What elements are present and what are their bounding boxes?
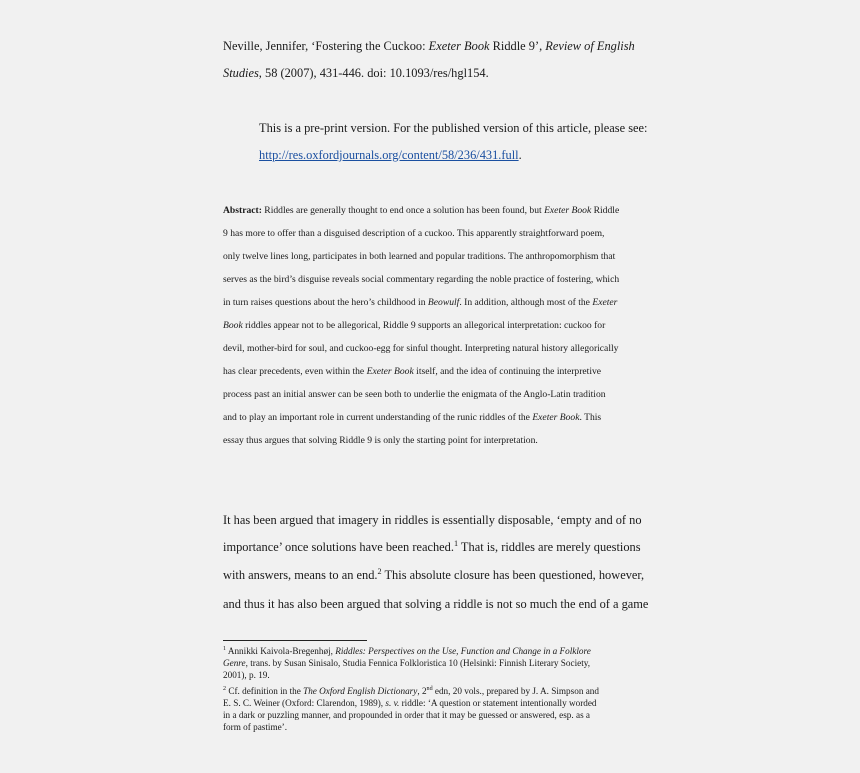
abstract-italic: Exeter Book <box>532 412 580 423</box>
abstract-line-3: only twelve lines long, participates in both learned and popular traditions. The anthropomorphism that <box>223 251 616 262</box>
published-version-link[interactable]: http://res.oxfordjournals.org/content/58/236/431.full <box>259 148 519 162</box>
body-text: importance’ once solutions have been reached. <box>223 540 454 554</box>
footnote-italic: The Oxford English Dictionary <box>303 686 418 696</box>
footnote-ref-1[interactable]: 1 <box>453 538 459 548</box>
body-line-2 <box>223 540 641 555</box>
body-text: That is, riddles are merely questions <box>458 540 641 554</box>
footnote-text: edn, 20 vols., prepared by J. A. Simpson and <box>432 686 599 696</box>
footnote-text: Annikki Kaivola-Bregenhøj, <box>226 646 336 656</box>
footnote-text: , 2 <box>417 686 427 696</box>
citation-text: Riddle 9’, <box>489 39 546 53</box>
footnote-1-line-2 <box>223 658 590 668</box>
abstract-line-2: 9 has more to offer than a disguised description of a cuckoo. This apparently straightforward poem, <box>223 228 605 239</box>
abstract-line-8 <box>223 366 601 377</box>
footnote-italic: Riddles: Perspectives on the Use, Function and Change in a Folklore <box>335 646 591 656</box>
footnote-number: 2 <box>223 685 227 692</box>
footnote-2-line-3: in a dark or puzzling manner, and propounded in order that it may be guessed or answered, esp. as a <box>223 710 591 720</box>
punctuation: . <box>518 148 522 162</box>
citation-italic: Exeter Book <box>428 39 490 53</box>
footnote-text: Cf. definition in the <box>226 686 304 696</box>
abstract-line-7: devil, mother-bird for soul, and cuckoo-egg for sinful thought. Interpreting natural history allegorically <box>223 343 619 354</box>
body-line-1: It has been argued that imagery in riddles is essentially disposable, ‘empty and of no <box>223 513 642 527</box>
footnote-ref-2[interactable]: 2 <box>377 566 382 576</box>
footnote-1-line-3: 2001), p. 19. <box>223 670 270 680</box>
footnote-italic: s. v. <box>385 698 400 708</box>
abstract-label: Abstract: <box>223 205 262 216</box>
abstract-line-5 <box>223 297 617 308</box>
abstract-text: . In addition, although most of the <box>459 297 593 308</box>
body-text: This absolute closure has been questioned, however, <box>381 568 645 582</box>
abstract-italic: Exeter Book <box>544 205 592 216</box>
footnote-italic: Genre <box>223 658 246 668</box>
citation-line-2 <box>223 66 489 81</box>
footnote-2-line-4: form of pastime’. <box>223 722 288 732</box>
abstract-line-6 <box>223 320 605 331</box>
body-line-4: and thus it has also been argued that solving a riddle is not so much the end of a game <box>223 597 649 611</box>
abstract-text: itself, and the idea of continuing the interpretive <box>413 366 602 377</box>
abstract-text: has clear precedents, even within the <box>223 366 367 377</box>
abstract-text: and to play an important role in current understanding of the runic riddles of the <box>223 412 533 423</box>
abstract-text: Riddles are generally thought to end once a solution has been found, but <box>261 205 545 216</box>
body-text: with answers, means to an end. <box>223 568 378 582</box>
abstract-line-10 <box>223 412 601 423</box>
footnote-text: riddle: ‘A question or statement intentionally worded <box>399 698 597 708</box>
citation-line-1 <box>223 39 635 54</box>
footnote-superscript: nd <box>426 685 433 692</box>
abstract-text: in turn raises questions about the hero’s childhood in <box>223 297 428 308</box>
footnote-number: 1 <box>223 645 227 652</box>
abstract-line-11: essay thus argues that solving Riddle 9 is only the starting point for interpretation. <box>223 435 538 446</box>
abstract-italic: Exeter <box>592 297 618 308</box>
abstract-text: riddles appear not to be allegorical, Riddle 9 supports an allegorical interpretation: cuckoo for <box>242 320 606 331</box>
preprint-link-line <box>259 148 522 163</box>
abstract-italic: Beowulf <box>427 297 460 308</box>
footnote-text: , trans. by Susan Sinisalo, Studia Fennica Folkloristica 10 (Helsinki: Finnish Literary Society, <box>245 658 591 668</box>
footnote-1-line-1 <box>223 646 591 656</box>
abstract-text: . This <box>579 412 602 423</box>
footnote-2-line-2 <box>223 698 597 708</box>
preprint-notice: This is a pre-print version. For the published version of this article, please see: <box>259 121 648 135</box>
abstract-text: Riddle <box>591 205 620 216</box>
abstract-italic: Book <box>223 320 243 331</box>
citation-text: , 58 (2007), 431-446. doi: 10.1093/res/hgl154. <box>258 66 489 80</box>
footnote-2-line-1 <box>223 686 599 696</box>
abstract-line-9: process past an initial answer can be seen both to underlie the enigmata of the Anglo-Latin tradition <box>223 389 606 400</box>
body-line-3 <box>223 568 644 583</box>
citation-journal: Studies <box>223 66 259 80</box>
footnote-text: E. S. C. Weiner (Oxford: Clarendon, 1989), <box>223 698 386 708</box>
abstract-italic: Exeter Book <box>366 366 414 377</box>
abstract-line-1 <box>223 205 619 216</box>
footnote-divider <box>223 640 367 641</box>
citation-text: Neville, Jennifer, ‘Fostering the Cuckoo: <box>223 39 429 53</box>
abstract-line-4: serves as the bird’s disguise reveals social commentary regarding the noble practice of fostering, which <box>223 274 620 285</box>
citation-journal: Review of English <box>545 39 635 53</box>
